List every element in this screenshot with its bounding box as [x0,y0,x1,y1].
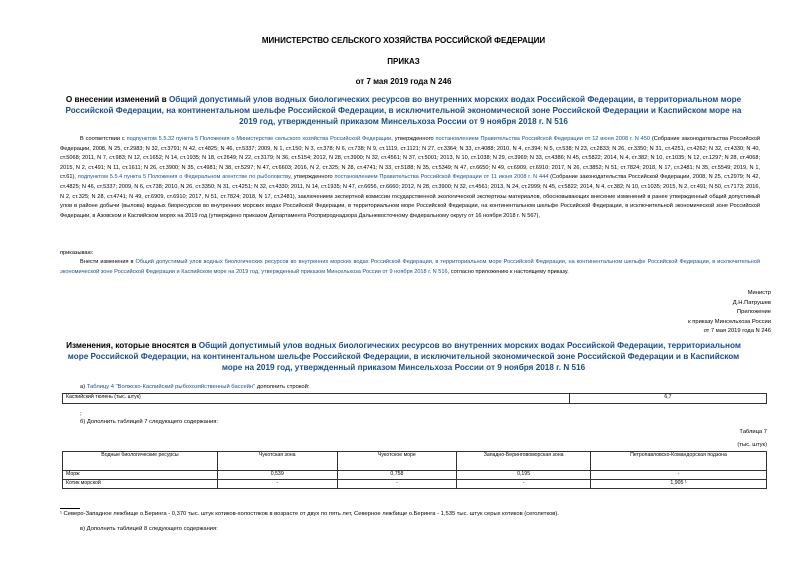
table-cell: 0,539 [217,471,337,480]
signature-role: Министр [747,290,771,296]
footnote: ¹ Северо-Западное лежбище о.Беринга - 0,370 тыс. штук котиков-холостяков в возрасте от двух по пять лет, Северное лежбище о.Беринга - 1,535 тыс. штук серых котиков (сеголетков). [60,511,559,517]
amend-paragraph [60,258,760,277]
item-b: б) Дополнить таблицей 7 следующего содержания: [80,419,219,425]
table-4-name: Каспийский тюлень (тыс. штук) [63,394,570,404]
table-7-header: Западно-Беринговоморская зона [457,452,591,471]
preamble-link-2[interactable]: постановлением Правительства Российской Федерации от 12 июня 2008 г. N 450 [435,136,650,142]
appendix-label: Приложение [736,309,771,316]
footnote-divider [60,508,80,509]
changes-title-link[interactable]: Общий допустимый улов водных биологических ресурсов во внутренних морских водах Российской Федерации, территориальном море Российской Федерации, на континентальном шельфе Российской Федерации, в исключительной экономической зоне Российской Федерации и в Каспийском море на 2019 год, утвержденный приказом Минсельхоза России от 9 ноября 2018 г. N 516 [67,341,741,372]
preamble-text-4: , утвержденного [290,174,335,181]
table-cell: 0,195 [457,471,591,480]
table-row [63,471,767,480]
item-a [80,383,309,391]
table-cell: - [590,471,766,480]
table-cell: 1,905 ¹ [590,480,766,489]
table-7-header: Водные биологические ресурсы [63,452,218,471]
amend-text-2: , согласно приложению к настоящему приказу. [447,268,569,275]
order-date: от 7 мая 2019 года N 246 [355,77,452,86]
ministry-heading: МИНИСТЕРСТВО СЕЛЬСКОГО ХОЗЯЙСТВА РОССИЙСКОЙ ФЕДЕРАЦИИ [261,36,546,45]
preamble-paragraph [60,135,760,221]
item-c: в) Дополнить таблицей 8 следующего содержания: [80,526,218,532]
preamble-link-1[interactable]: подпунктом 5.5.32 пункта 5 Положения о Министерстве сельского хозяйства Российской Федерации [126,136,392,142]
table-cell: - [337,480,457,489]
table-4-row [62,393,767,404]
preamble-text-3: (Собрание законодательства Российской Федерации, 2008, N 25, ст.2983; N 32, ст.3791; N 42, ст.4825; N 46, ст.5337; 2009, N 1, ст.150; N 3, ст.378; N 6, ст.738; N 9, ст.1119, ст.1121; N 27, ст.3364; N 33, ст.4088; 2010, N 4, ст.394; N 5, ст.538; N 23, ст.2833; N 26, ст.3350; N 31, ст.4251, ст.4262; N 32, ст.4330; N 40, ст.5068; 2011, N 7, ст.983; N 12, ст.1652; N 14, ст.1935; N 18, ст.2649; N 22, ст.3179; N 36, ст.5154; 2012, N 28, ст.3900; N 32, ст.4561; N 37, ст.5001; 2013, N 10, ст.1038; N 29, ст.3969; N 33, ст.4386; N 45, ст.5822; 2014, N 4, ст.382; N 10, ст.1035; N 12, ст.1297; N 28, ст.4068; 2015, N 2, ст.491; N 11, ст.1611; N 26, ст.3900; N 35, ст.4981; N 38, ст.5297; N 47, ст.6603; 2016, N 2, ст.325; N 28, ст.4741; N 33, ст.5188; N 35, ст.5349; N 47, ст.6650; N 49, ст.6909, ст.6910; 2017, N 26, ст.3852; N 51, ст.7824; 2018, N 17, ст.2481; N 35, ст.5549; 2019, N 1, ст.61), [60,136,760,181]
semicolon: ; [80,411,82,417]
title-link[interactable]: Общий допустимый улов водных биологических ресурсов во внутренних морских водах Российской Федерации, в территориальном море Российской Федерации, на континентальном шельфе Российской Федерации, в исключительной экономической зоне Российской Федерации и Каспийском море на 2019 год, утвержденный приказом Минсельхоза России от 9 ноября 2018 г. N 516 [65,95,742,126]
appendix-ref: к приказу Минсельхоза России [688,318,771,325]
title-prefix: О внесении изменений в [65,95,169,104]
table-7-header: Петропавловско-Командорская подзона [590,452,766,471]
table-cell: - [457,480,591,489]
preamble-text-2: , утвержденного [391,136,436,142]
table-cell: Морж [63,471,218,480]
signature-name: Д.Н.Патрушев [732,299,771,306]
signature-block [571,289,771,337]
amend-text-1: Внести изменения в [80,259,136,265]
order-word: приказываю: [60,250,94,256]
item-a-prefix: а) [80,384,87,390]
table-row [63,394,767,404]
table-cell: - [217,480,337,489]
table-cell: Котик морской [63,480,218,489]
preamble-link-4[interactable]: постановлением Правительства Российской Федерации от 11 июня 2008 г. N 444 [334,174,549,181]
document-title [60,94,747,127]
changes-title-prefix: Изменения, которые вносятся в [66,341,199,350]
preamble-link-3[interactable]: подпунктом 5.5.4 пункта 5 Положения о Федеральном агентстве по рыболовству [77,174,291,181]
order-heading: ПРИКАЗ [387,57,420,66]
item-a-suffix: дополнить строкой: [255,384,310,390]
amend-link[interactable]: Общий допустимый улов водных биологических ресурсов во внутренних морских водах Российской Федерации, в территориальном море Российской Федерации, на континентальном шельфе Российской Федерации, в исключительной экономической зоне Российской Федерации и Каспийском море на 2019 год, утвержденный приказом Минсельхоза России от 9 ноября 2018 г. N 516 [60,259,761,275]
table-7-header: Чукотское море [337,452,457,471]
table-7-label: Таблица 7 [739,429,767,435]
table-7-header: Чукотская зона [217,452,337,471]
table-7 [62,451,767,489]
item-a-link[interactable]: Таблицу 4 "Волжско-Каспийский рыбохозяйственный бассейн" [86,384,256,390]
changes-title [60,340,747,373]
table-7-header-row [63,452,767,471]
table-4-value: 6,7 [569,394,766,404]
table-row [63,480,767,489]
preamble-text-5: (Собрание законодательства Российской Федерации, 2008, N 25, ст.2979; N 42, ст.4825; N 46, ст.5337; 2009, N 6, ст.738; 2010, N 26, ст.3350; N 31, ст.4251; N 32, ст.4330; 2011, N 14, ст.1935; N 47, ст.6656, ст.6660; 2012, N 28, ст.3900; N 32, ст.4561; 2013, N 24, ст.2999; N 45, ст.5822; 2014, N 4, ст.382; N 10, ст.1035; 2015, N 2, ст.491; N 50, ст.7173; 2016, N 2, ст.325; N 28, ст.4741; N 49, ст.6909, ст.6910; 2017, N 51, ст.7824; 2018, N 17, ст.2481), заключением экспертной комиссии государственной экологической экспертизы материалов, обосновывающих внесение изменений в ранее утвержденный общий допустимый улов в районе добычи (вылова) водных биоресурсов во внутренних морских водах Российской Федерации, в территориальном море Российской Федерации, на континентальном шельфе Российской Федерации, в исключительной экономической зоне Российской Федерации, в Азовском и Каспийском морях на 2019 год (утверждено приказом Департамента Росприроднадзора Дальневосточному федеральному округу от 16 ноября 2018 г. N 567), [60,174,760,219]
appendix-date: от 7 мая 2019 года N 246 [703,328,771,335]
preamble-text-1: В соответствии с [80,136,127,142]
table-7-unit: (тыс. штук) [737,442,767,448]
table-cell: 0,758 [337,471,457,480]
